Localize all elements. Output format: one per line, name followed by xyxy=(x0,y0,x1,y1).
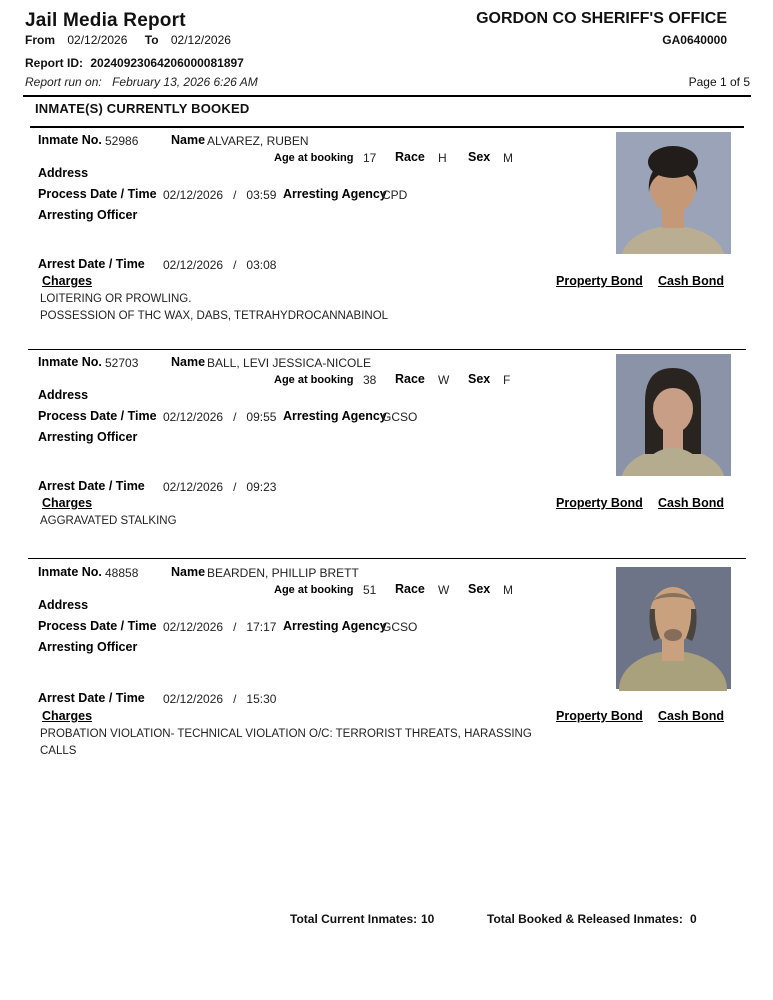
cash-bond-column-header: Cash Bond xyxy=(658,274,724,288)
arrest-date-time-label: Arrest Date / Time xyxy=(38,257,145,271)
inmate-record xyxy=(0,350,773,558)
arresting-agency-value: CPD xyxy=(382,188,408,202)
charges-column-header: Charges xyxy=(42,274,93,288)
inmate-name-value: BEARDEN, PHILLIP BRETT xyxy=(207,566,359,580)
page-title: Jail Media Report xyxy=(25,10,186,31)
total-current-inmates-label: Total Current Inmates: xyxy=(290,912,418,926)
charges-column-header: Charges xyxy=(42,709,93,723)
from-label: From xyxy=(25,33,55,47)
inmate-record xyxy=(0,128,773,348)
charges-column-header: Charges xyxy=(42,496,93,510)
arrest-date-time-label: Arrest Date / Time xyxy=(38,479,145,493)
mugshot-photo xyxy=(616,132,731,254)
charge-line: PROBATION VIOLATION- TECHNICAL VIOLATION O/C: TERRORIST THREATS, HARASSING CALLS xyxy=(40,728,532,757)
address-label: Address xyxy=(38,388,89,402)
total-booked-released-label: Total Booked & Released Inmates: xyxy=(487,912,683,926)
section-title: INMATE(S) CURRENTLY BOOKED xyxy=(35,101,250,116)
to-label: To xyxy=(144,33,159,47)
charges-list xyxy=(40,291,548,325)
charges-list xyxy=(40,513,548,530)
agency-ori-code: GA0640000 xyxy=(662,33,727,47)
charge-line: LOITERING OR PROWLING. xyxy=(40,293,192,305)
inmate-no-label: Inmate No. xyxy=(38,355,102,369)
cash-bond-column-header: Cash Bond xyxy=(658,709,724,723)
run-on-label: Report run on: xyxy=(25,75,102,89)
report-id-row xyxy=(25,56,244,70)
age-value: 17 xyxy=(363,151,377,165)
inmate-number-value: 52986 xyxy=(105,134,139,148)
race-label: Race xyxy=(395,372,425,386)
property-bond-column-header: Property Bond xyxy=(556,274,643,288)
arresting-agency-label: Arresting Agency xyxy=(283,187,387,201)
inmate-no-label: Inmate No. xyxy=(38,565,102,579)
arresting-officer-label: Arresting Officer xyxy=(38,430,138,444)
inmate-record xyxy=(0,560,773,780)
inmate-name-value: ALVAREZ, RUBEN xyxy=(207,134,309,148)
arrest-date-time-label: Arrest Date / Time xyxy=(38,691,145,705)
inmate-no-label: Inmate No. xyxy=(38,133,102,147)
record-divider xyxy=(28,558,746,559)
arresting-officer-label: Arresting Officer xyxy=(38,640,138,654)
process-date-time-value: 02/12/2026 / 17:17 xyxy=(163,620,277,634)
race-value: W xyxy=(438,373,450,387)
race-label: Race xyxy=(395,150,425,164)
cash-bond-column-header: Cash Bond xyxy=(658,496,724,510)
arresting-agency-label: Arresting Agency xyxy=(283,409,387,423)
charge-line: AGGRAVATED STALKING xyxy=(40,515,177,527)
arrest-date-time-value: 02/12/2026 / 03:08 xyxy=(163,258,277,272)
race-value: W xyxy=(438,583,450,597)
header-divider xyxy=(23,95,751,97)
name-label: Name xyxy=(171,565,206,579)
sex-label: Sex xyxy=(468,372,491,386)
age-at-booking-label: Age at booking xyxy=(274,584,354,596)
sex-value: M xyxy=(503,151,513,165)
age-at-booking-label: Age at booking xyxy=(274,374,354,386)
sex-label: Sex xyxy=(468,582,491,596)
sex-value: M xyxy=(503,583,513,597)
mugshot-photo xyxy=(616,565,731,691)
inmate-number-value: 52703 xyxy=(105,356,139,370)
arresting-agency-label: Arresting Agency xyxy=(283,619,387,633)
arrest-date-time-value: 02/12/2026 / 09:23 xyxy=(163,480,277,494)
run-on-value: February 13, 2026 6:26 AM xyxy=(112,75,258,89)
mugshot-photo xyxy=(616,354,731,476)
report-id-label: Report ID: xyxy=(25,56,83,70)
address-label: Address xyxy=(38,598,89,612)
from-date-value: 02/12/2026 xyxy=(67,33,128,47)
charge-line: POSSESSION OF THC WAX, DABS, TETRAHYDROCANNABINOL xyxy=(40,310,389,322)
agency-office-name: GORDON CO SHERIFF'S OFFICE xyxy=(476,10,727,27)
report-run-on-row xyxy=(25,75,258,89)
name-label: Name xyxy=(171,355,206,369)
race-label: Race xyxy=(395,582,425,596)
total-booked-released-value: 0 xyxy=(690,912,697,926)
age-value: 38 xyxy=(363,373,377,387)
page-number: Page 1 of 5 xyxy=(688,75,750,89)
arresting-officer-label: Arresting Officer xyxy=(38,208,138,222)
sex-label: Sex xyxy=(468,150,491,164)
total-current-inmates-value: 10 xyxy=(421,912,435,926)
process-date-time-label: Process Date / Time xyxy=(38,619,157,633)
process-date-time-value: 02/12/2026 / 09:55 xyxy=(163,410,277,424)
address-label: Address xyxy=(38,166,89,180)
property-bond-column-header: Property Bond xyxy=(556,709,643,723)
arresting-agency-value: GCSO xyxy=(382,410,418,424)
charges-list xyxy=(40,726,548,760)
process-date-time-value: 02/12/2026 / 03:59 xyxy=(163,188,277,202)
date-range-row xyxy=(25,33,231,47)
arrest-date-time-value: 02/12/2026 / 15:30 xyxy=(163,692,277,706)
age-value: 51 xyxy=(363,583,377,597)
arresting-agency-value: GCSO xyxy=(382,620,418,634)
sex-value: F xyxy=(503,373,511,387)
race-value: H xyxy=(438,151,447,165)
inmate-number-value: 48858 xyxy=(105,566,139,580)
process-date-time-label: Process Date / Time xyxy=(38,187,157,201)
to-date-value: 02/12/2026 xyxy=(170,33,231,47)
name-label: Name xyxy=(171,133,206,147)
process-date-time-label: Process Date / Time xyxy=(38,409,157,423)
inmate-name-value: BALL, LEVI JESSICA-NICOLE xyxy=(207,356,372,370)
report-id-value: 20240923064206000081897 xyxy=(90,56,244,70)
age-at-booking-label: Age at booking xyxy=(274,152,354,164)
property-bond-column-header: Property Bond xyxy=(556,496,643,510)
